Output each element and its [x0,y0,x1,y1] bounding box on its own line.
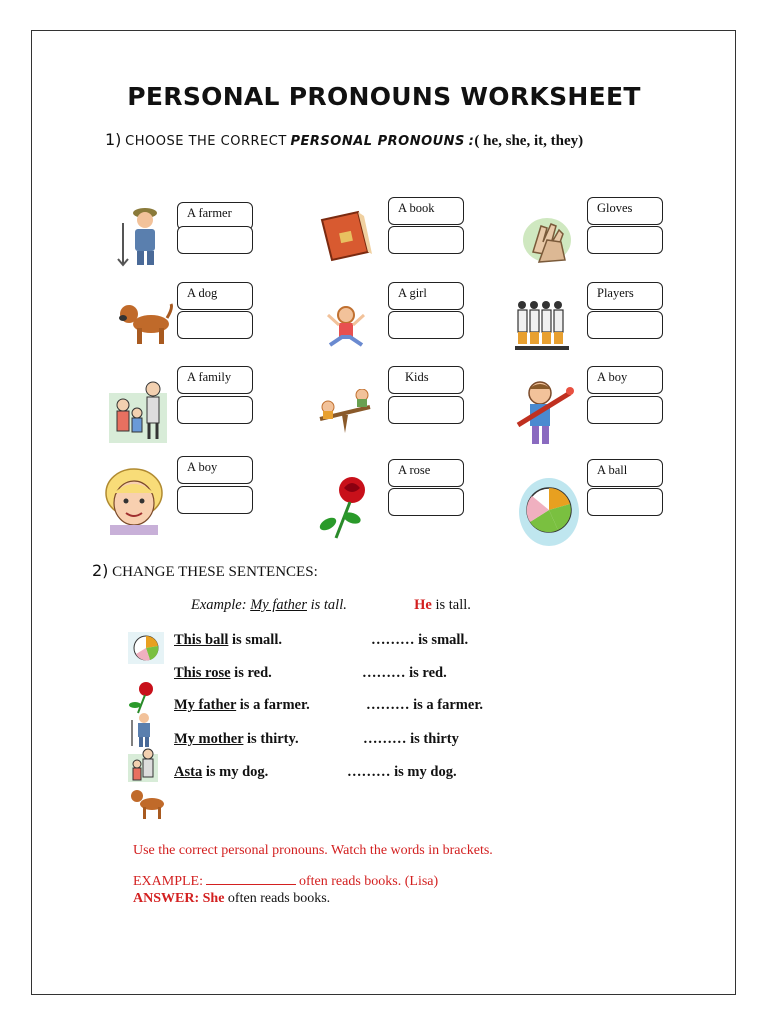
sentence-rest: is thirty. [247,731,299,747]
example-prefix: Example: [191,597,247,613]
sentence-subject: Asta [174,764,203,780]
answer-sentence: often reads books. [227,891,331,906]
family-icon [109,379,167,443]
item-boy-guitar [514,379,574,447]
small-dog-icon [128,784,166,824]
example-sentence: often reads books. (Lisa) [299,874,439,889]
answer-pronoun: She [202,891,225,906]
answer-box-dog[interactable] [177,311,253,339]
answer-box-gloves[interactable] [587,226,663,254]
answer-box-girl[interactable] [388,311,464,339]
item-ball [518,472,580,548]
example-pronoun: He [414,597,432,613]
item-farmer [113,203,173,267]
item-gloves [521,212,577,270]
label-box-players: Players [587,282,663,310]
sentence-subject: This rose [174,665,231,681]
ball-icon [518,472,580,548]
boy-guitar-icon [514,379,574,447]
instruction-part-a: CHOOSE THE CORRECT [125,134,287,149]
gloves-icon [521,212,577,270]
answer-box-boy-guitar[interactable] [587,396,663,424]
item-players [515,296,571,354]
girl-icon [326,305,366,349]
sentence-5-answer: ……… is my dog. [347,764,457,780]
section2-title: CHANGE THESE SENTENCES: [112,564,318,580]
sentence-rest: is my dog. [205,764,269,780]
sentence-4 [174,731,299,748]
sentence-5 [174,764,268,781]
label-box-dog: A dog [177,282,253,310]
label-box-kids: Kids [388,366,464,394]
label-box-book: A book [388,197,464,225]
answer-box-ball[interactable] [587,488,663,516]
item-dog [117,298,173,348]
section1-instruction [105,130,583,150]
item-girl [326,305,366,349]
label-box-boy-face: A boy [177,456,253,484]
players-icon [515,296,571,354]
label-box-gloves: Gloves [587,197,663,225]
section2-heading [92,561,318,581]
label-box-ball: A ball [587,459,663,487]
section3-answer [133,891,330,907]
pronoun-options: ( he, she, it, they) [474,133,584,149]
kids-icon [318,389,372,437]
farmer-icon [113,203,173,267]
section1-number: 1) [105,130,122,149]
section3-instruction: Use the correct personal pronouns. Watch the words in brackets. [133,843,493,858]
label-box-girl: A girl [388,282,464,310]
example-tail: is tall. [435,597,471,613]
sentence-4-answer: ……… is thirty [363,731,459,747]
answer-box-kids[interactable] [388,396,464,424]
instruction-part-c: : [468,134,475,149]
sentence-subject: My mother [174,731,244,747]
small-family-icon [128,748,158,784]
dog-icon [117,298,173,348]
worksheet-title: PERSONAL PRONOUNS WORKSHEET [127,82,641,111]
item-kids [318,389,372,437]
answer-box-rose[interactable] [388,488,464,516]
section3-example [133,874,438,890]
answer-box-farmer[interactable] [177,226,253,254]
item-rose [316,474,376,542]
sentence-2-answer: ……… is red. [362,665,447,681]
sentence-2 [174,665,272,682]
section2-number: 2) [92,561,109,580]
answer-box-book[interactable] [388,226,464,254]
answer-label: ANSWER: [133,891,200,906]
item-family [109,379,167,443]
label-box-boy-guitar: A boy [587,366,663,394]
instruction-part-b: PERSONAL PRONOUNS [290,134,465,149]
sentence-3 [174,697,310,714]
answer-box-players[interactable] [587,311,663,339]
sentence-3-answer: ……… is a farmer. [366,697,484,713]
small-rose-icon [128,681,158,715]
sentence-rest: is small. [232,632,282,648]
small-ball-icon [128,632,164,664]
sentence-1 [174,632,282,649]
sentence-rest: is red. [234,665,272,681]
label-box-family: A family [177,366,253,394]
small-farmer-icon [128,712,158,748]
answer-box-boy-face[interactable] [177,486,253,514]
sentence-subject: This ball [174,632,229,648]
example-label: EXAMPLE: [133,874,203,889]
sentence-rest: is a farmer. [239,697,310,713]
sentence-subject: My father [174,697,237,713]
rose-icon [316,474,376,542]
boy-face-icon [102,467,166,535]
example-blank [206,874,296,885]
example-line [191,597,471,614]
example-subject: My father [250,597,307,613]
label-box-farmer: A farmer [177,202,253,230]
item-boy-face [102,467,166,535]
sentence-1-answer: ……… is small. [371,632,469,648]
label-box-rose: A rose [388,459,464,487]
answer-box-family[interactable] [177,396,253,424]
book-icon [318,206,374,262]
item-book [318,206,374,262]
example-rest: is tall. [310,597,347,613]
